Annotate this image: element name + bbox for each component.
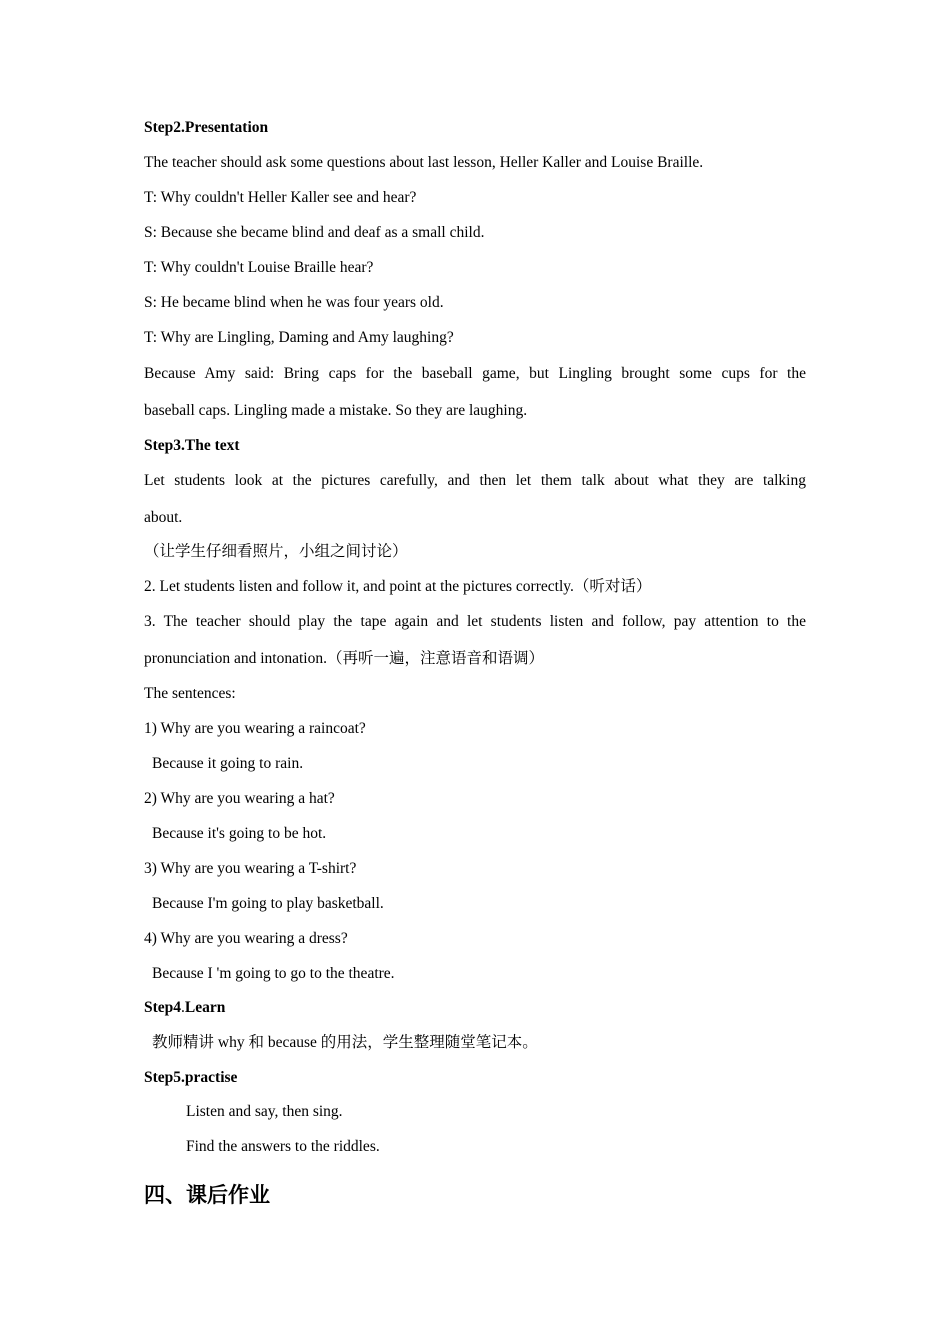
sentence-question-4: 4) Why are you wearing a dress?: [144, 930, 348, 947]
sentences-label: The sentences:: [144, 685, 236, 702]
step3-chinese-note: （让学生仔细看照片，小组之间讨论）: [144, 543, 408, 560]
sentence-question-1: 1) Why are you wearing a raincoat?: [144, 720, 366, 737]
dialogue-line-4: S: He became blind when he was four years old.: [144, 294, 444, 311]
step4-text: 教师精讲 why 和 because 的用法，学生整理随堂笔记本。: [152, 1034, 538, 1051]
step2-intro: The teacher should ask some questions about last lesson, Heller Kaller and Louise Braille.: [144, 154, 704, 171]
step4-title-dot: .: [181, 999, 185, 1016]
dialogue-line-5: T: Why are Lingling, Daming and Amy laughing?: [144, 329, 454, 346]
step5-item-1: Listen and say, then sing.: [186, 1103, 343, 1120]
step3-title: Step3.The text: [144, 437, 240, 454]
dialogue-line-2: S: Because she became blind and deaf as a small child.: [144, 224, 485, 241]
dialogue-line-3: T: Why couldn't Louise Braille hear?: [144, 259, 374, 276]
sentence-answer-3: Because I'm going to play basketball.: [152, 895, 384, 912]
dialogue-line-1: T: Why couldn't Heller Kaller see and hear?: [144, 189, 417, 206]
sentence-answer-2: Because it's going to be hot.: [152, 825, 327, 842]
because-paragraph-line-1: Because Amy said: Bring caps for the baseball game, but Lingling brought some cups for the: [144, 365, 806, 382]
step4-title-part-a: Step4: [144, 999, 182, 1016]
step2-title: Step2.Presentation: [144, 119, 269, 136]
sentence-answer-4: Because I 'm going to go to the theatre.: [152, 965, 395, 982]
section-heading-homework: 四、课后作业: [144, 1183, 270, 1207]
sentence-answer-1: Because it going to rain.: [152, 755, 304, 772]
step5-title: Step5.practise: [144, 1069, 238, 1086]
step3-paragraph-line-2: about.: [144, 509, 183, 526]
sentence-question-3: 3) Why are you wearing a T-shirt?: [144, 860, 357, 877]
step3-item-2: 2. Let students listen and follow it, and point at the pictures correctly.（听对话）: [144, 578, 652, 595]
step3-item-3-line-1: 3. The teacher should play the tape again and let students listen and follow, pay attention to the: [144, 613, 806, 630]
sentence-question-2: 2) Why are you wearing a hat?: [144, 790, 335, 807]
because-paragraph-line-2: baseball caps. Lingling made a mistake. So they are laughing.: [144, 402, 528, 419]
step4-title: [144, 998, 225, 1018]
step5-item-2: Find the answers to the riddles.: [186, 1138, 380, 1155]
step3-item-3-line-2: pronunciation and intonation.（再听一遍，注意语音和语调）: [144, 650, 544, 667]
step4-title-part-b: Learn: [184, 999, 226, 1016]
step3-paragraph-line-1: Let students look at the pictures carefully, and then let them talk about what they are talking: [144, 472, 806, 489]
